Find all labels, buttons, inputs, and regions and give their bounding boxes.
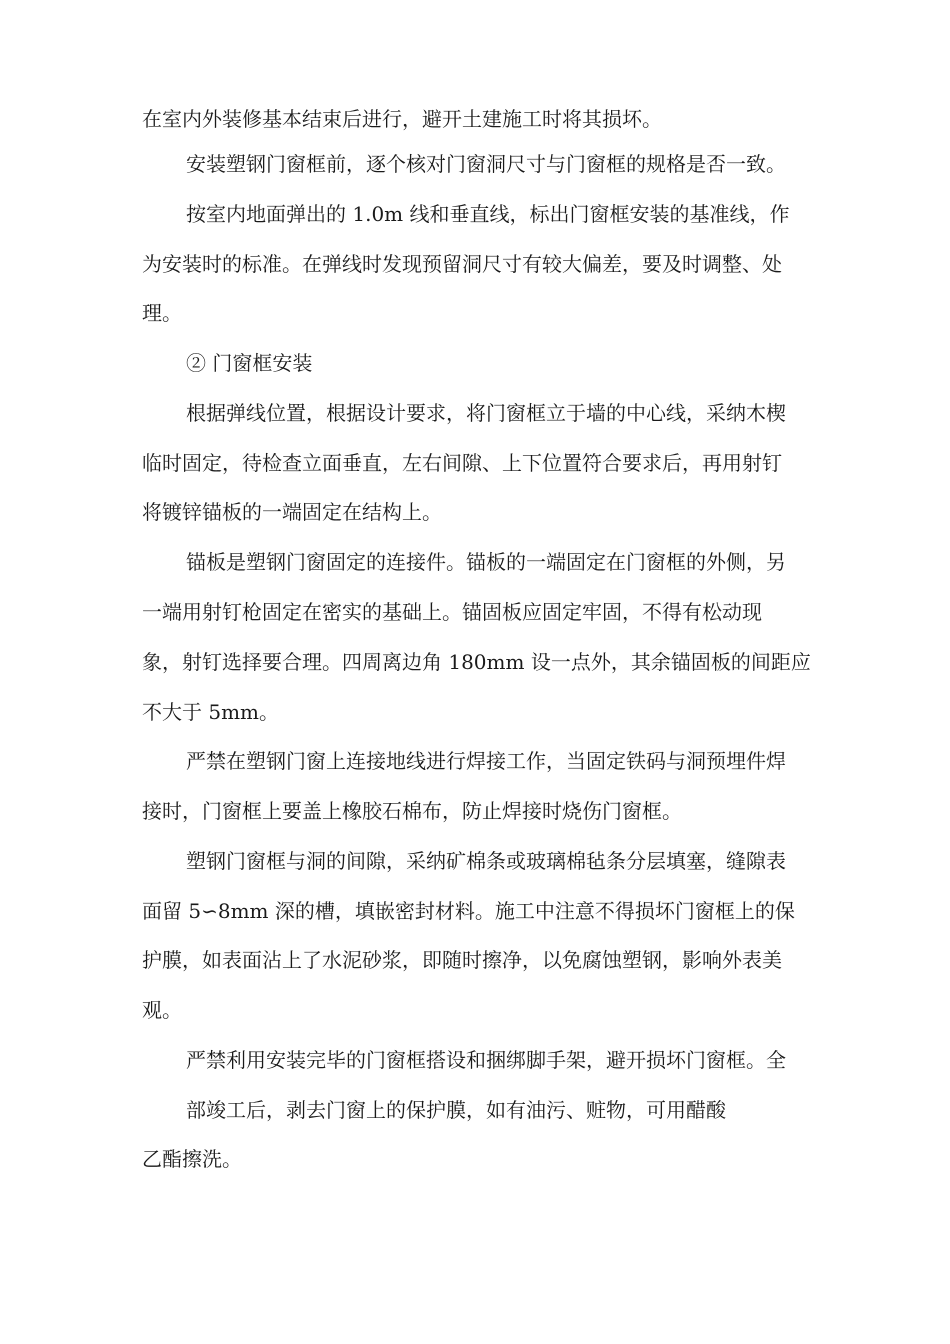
text-line-20: 严禁利用安装完毕的门窗框搭设和捆绑脚手架，避开损坏门窗框。全 (186, 1048, 786, 1072)
text-line-4: 为安装时的标准。在弹线时发现预留洞尺寸有较大偏差，要及时调整、处 (142, 252, 782, 276)
text-line-1: 在室内外装修基本结束后进行，避开土建施工时将其损坏。 (142, 107, 662, 131)
text-line-14: 严禁在塑钢门窗上连接地线进行焊接工作，当固定铁码与洞预埋件焊 (186, 749, 786, 773)
text-line-22: 乙酯擦洗。 (142, 1147, 242, 1171)
text-line-18: 护膜，如表面沾上了水泥砂浆，即随时擦净，以免腐蚀塑钢，影响外表美 (142, 948, 782, 972)
text-line-8: 临时固定，待检查立面垂直，左右间隙、上下位置符合要求后，再用射钉 (142, 451, 782, 475)
text-line-5: 理。 (142, 301, 182, 325)
text-line-3: 按室内地面弹出的 1.0m 线和垂直线，标出门窗框安装的基准线，作 (186, 202, 790, 226)
section-heading: ② 门窗框安装 (186, 351, 313, 375)
text-line-19: 观。 (142, 998, 182, 1022)
text-line-7: 根据弹线位置，根据设计要求，将门窗框立于墙的中心线，采纳木楔 (186, 401, 786, 425)
text-line-17: 面留 5∽8mm 深的槽，填嵌密封材料。施工中注意不得损坏门窗框上的保 (142, 899, 795, 923)
text-line-16: 塑钢门窗框与洞的间隙，采纳矿棉条或玻璃棉毡条分层填塞，缝隙表 (186, 849, 786, 873)
text-line-10: 锚板是塑钢门窗固定的连接件。锚板的一端固定在门窗框的外侧，另 (186, 550, 786, 574)
text-line-2: 安装塑钢门窗框前，逐个核对门窗洞尺寸与门窗框的规格是否一致。 (186, 152, 786, 176)
text-line-21: 部竣工后，剥去门窗上的保护膜，如有油污、赃物，可用醋酸 (186, 1098, 726, 1122)
text-line-13: 不大于 5mm。 (142, 700, 280, 724)
text-line-12: 象，射钉选择要合理。四周离边角 180mm 设一点外，其余锚固板的间距应 (142, 650, 811, 674)
text-line-11: 一端用射钉枪固定在密实的基础上。锚固板应固定牢固，不得有松动现 (142, 600, 762, 624)
text-line-15: 接时，门窗框上要盖上橡胶石棉布，防止焊接时烧伤门窗框。 (142, 799, 682, 823)
text-line-9: 将镀锌锚板的一端固定在结构上。 (142, 500, 442, 524)
